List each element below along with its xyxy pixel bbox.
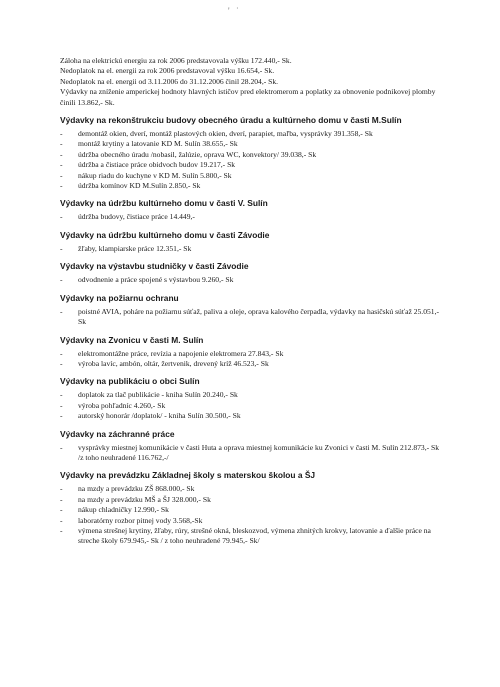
list-item: - údržba obecného úradu /nobasil, žalúzie, oprava WC, konvektory/ 39.038,- Sk	[60, 150, 445, 160]
item-list	[60, 212, 445, 222]
list-item: - žľaby, klampiarske práce 12.351,- Sk	[60, 244, 445, 254]
intro-line: Výdavky na zníženie amperickej hodnoty hlavných ističov pred elektromerom a poplatky za obnovenie podnikovej plomby činili 13.862,- Sk.	[60, 87, 436, 107]
section-heading: Výdavky na výstavbu studničky v časti Závodie	[60, 261, 249, 272]
list-item: - vysprávky miestnej komunikácie v časti Huta a oprava miestnej komunikácie ku Zvonici v časti M. Sulín 212.873,- Sk /z toho neuhradené 116.762,-/	[60, 443, 445, 464]
item-list	[60, 443, 445, 464]
item-list	[60, 244, 445, 254]
item-list	[60, 307, 445, 328]
section-zachranne-prace	[60, 429, 445, 464]
section-obecny-urad	[60, 115, 445, 191]
list-item: - údržba budovy, čistiace práce 14.449,-	[60, 212, 445, 222]
section-heading: Výdavky na Zvonicu v časti M. Sulín	[60, 334, 204, 345]
section-kd-v-sulin	[60, 198, 445, 222]
list-item: - nákup riadu do kuchyne v KD M. Sulín 5.800,- Sk	[60, 171, 445, 181]
item-list	[60, 129, 445, 191]
intro-line: Nedoplatok na el. energii od 3.11.2006 do 31.12.2006 činil 28.204,- Sk.	[60, 76, 279, 86]
list-item: - laboratórny rozbor pitnej vody 3.568,-Sk	[60, 516, 445, 526]
intro-paragraph	[60, 56, 445, 108]
section-heading: Výdavky na rekonštrukciu budovy obecného úradu a kultúrneho domu v časti M.Sulín	[60, 115, 402, 126]
section-publikacia	[60, 376, 445, 421]
item-list	[60, 484, 445, 546]
item-list	[60, 390, 445, 421]
section-heading: Výdavky na publikáciu o obci Sulín	[60, 376, 200, 387]
intro-line: Záloha na elektrickú energiu za rok 2006 predstavovala výšku 172.440,- Sk.	[60, 56, 292, 65]
section-heading: Výdavky na údržbu kultúrneho domu v časti Závodie	[60, 229, 270, 240]
section-poziarna-ochrana	[60, 293, 445, 328]
item-list	[60, 275, 445, 285]
list-item: - autorský honorár /doplatok/ - kniha Sulín 30.500,- Sk	[60, 411, 445, 421]
list-item: - údržba komínov KD M.Sulín 2.850,- Sk	[60, 181, 445, 191]
list-item: - doplatok za tlač publikácie - kniha Sulín 20.240,- Sk	[60, 390, 445, 400]
list-item: - výroba lavíc, ambón, oltár, žertvenik, drevený kríž 46.523,- Sk	[60, 359, 445, 369]
list-item: - na mzdy a prevádzku MŠ a ŠJ 328.000,- Sk	[60, 495, 445, 505]
section-heading: Výdavky na prevádzku Základnej školy s materskou školou a ŠJ	[60, 470, 316, 481]
list-item: - demontáž okien, dverí, montáž plastových okien, dverí, parapiet, maľba, vysprávky 391.358,- Sk	[60, 129, 445, 139]
intro-line: Nedoplatok na el. energii za rok 2006 predstavoval výšku 16.654,- Sk.	[60, 66, 275, 76]
list-item: - výmena strešnej krytiny, žľaby, rúry, strešné okná, bleskozvod, výmena zhnitých krokvy, latovanie a ďalšie práce na streche školy 679.945,- Sk / z toho neuhradené 79.945,- Sk/	[60, 526, 445, 547]
list-item: - poistné AVIA, poháre na požiarnu súťaž, paliva a oleje, oprava kalového čerpadla, výdavky na hasičskú súťaž 25.051,- Sk	[60, 307, 445, 328]
section-kd-zavodie	[60, 230, 445, 254]
document-page	[60, 56, 445, 547]
scan-mark: ' ˙	[228, 6, 241, 16]
list-item: - výroba pohľadníc 4.260,- Sk	[60, 401, 445, 411]
list-item: - nákup chladničky 12.990,- Sk	[60, 505, 445, 515]
section-zvonica	[60, 335, 445, 370]
item-list	[60, 349, 445, 370]
list-item: - údržba a čistiace práce obidvoch budov 19.217,- Sk	[60, 160, 445, 170]
section-heading: Výdavky na záchranné práce	[60, 428, 175, 439]
list-item: - odvodnenie a práce spojené s výstavbou 9.260,- Sk	[60, 275, 445, 285]
list-item: - na mzdy a prevádzku ZŠ 868.000,- Sk	[60, 484, 445, 494]
list-item: - montáž krytiny a latovanie KD M. Sulín 38.655,- Sk	[60, 139, 445, 149]
section-zakladna-skola	[60, 470, 445, 546]
section-heading: Výdavky na údržbu kultúrneho domu v časti V. Sulín	[60, 198, 268, 209]
section-studnicka	[60, 261, 445, 285]
section-heading: Výdavky na požiarnu ochranu	[60, 292, 179, 303]
list-item: - elektromontážne práce, revízia a napojenie elektromera 27.843,- Sk	[60, 349, 445, 359]
